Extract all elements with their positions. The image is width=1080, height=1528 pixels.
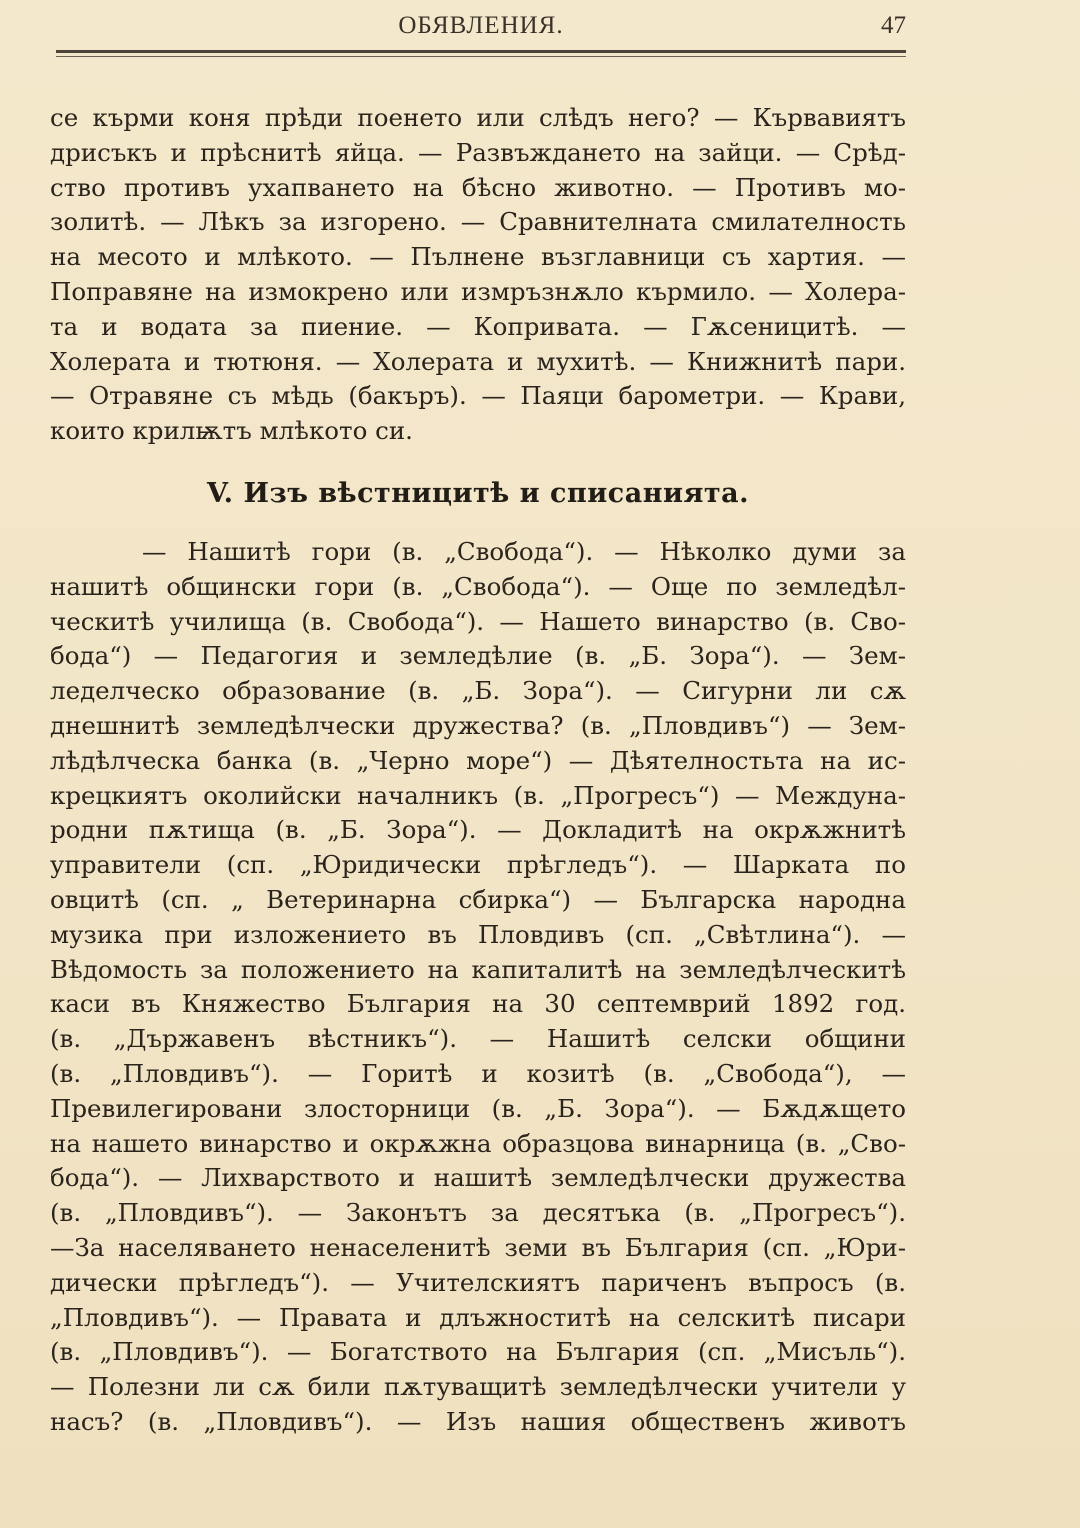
text-line: се кърми коня прѣди поенето или слѣдъ него? — Кървавиятъ — [50, 103, 906, 132]
paragraph-1 — [50, 101, 906, 449]
text-line: овцитѣ (сп. „ Ветеринарна сбирка“) — Българска народна — [50, 884, 906, 914]
text-line: „Пловдивъ“). — Правата и длъжноститѣ на селскитѣ писари — [50, 1302, 906, 1332]
running-header — [56, 6, 906, 46]
text-line: ство противъ ухапването на бѣсно животно. — Противъ мо- — [50, 172, 906, 202]
header-rule — [56, 50, 906, 53]
text-line: на нашето винарство и окрѫжна образцова винарница (в. „Сво- — [50, 1128, 906, 1158]
text-line: лѣдѣлческа банка (в. „Черно море“) — Дѣятелностьта на ис- — [50, 745, 906, 775]
page-number: 47 — [881, 12, 906, 39]
text-line: Поправяне на измокрено или измръзнѫло кърмило. — Холера- — [50, 276, 906, 306]
text-line: днешнитѣ земледѣлчески дружества? (в. „Пловдивъ“) — Зем- — [50, 710, 906, 740]
text-line: които крилѭтъ млѣкото си. — [50, 416, 413, 446]
text-line: (в. „Пловдивъ“). — Законътъ за десятъка (в. „Прогресъ“). — [50, 1198, 906, 1228]
header-rule-thin — [56, 56, 906, 57]
header-title: ОБЯВЛЕНИЯ. — [398, 12, 564, 39]
text-line: крецкиятъ околийски началникъ (в. „Прогресъ“) — Междуна- — [50, 780, 906, 810]
text-line: насъ? (в. „Пловдивъ“). — Изъ нашия общественъ животъ — [50, 1406, 906, 1436]
text-line: — Полезни ли сѫ били пѫтуващитѣ земледѣлчески учители у — [50, 1372, 906, 1402]
text-line: музика при изложението въ Пловдивъ (сп. „Свѣтлина“). — — [50, 919, 906, 949]
text-line: бода“) — Педагогия и земледѣлие (в. „Б. Зора“). — Зем- — [50, 641, 906, 671]
text-line: управители (сп. „Юридически прѣгледъ“). — Шарката по — [50, 850, 906, 880]
text-line: — Нашитѣ гори (в. „Свобода“). — Нѣколко думи за — [142, 537, 906, 566]
text-line: (в. „Пловдивъ“). — Богатството на България (сп. „Мисъль“). — [50, 1337, 906, 1367]
text-line: родни пѫтища (в. „Б. Зора“). — Докладитѣ на окрѫжнитѣ — [50, 815, 906, 845]
paragraph-2 — [50, 535, 906, 1440]
text-line: (в. „Пловдивъ“). — Горитѣ и козитѣ (в. „Свобода“), — — [50, 1058, 906, 1088]
text-line: та и водата за пиение. — Копривата. — Гѫсеницитѣ. — — [50, 311, 906, 341]
text-line: Холерата и тютюня. — Холерата и мухитѣ. — Книжнитѣ пари. — [50, 346, 906, 376]
text-line: нашитѣ общински гори (в. „Свобода“). — Още по земледѣл- — [50, 571, 906, 601]
section-heading: V. Изъ вѣстницитѣ и списанията. — [206, 478, 750, 509]
text-line: золитѣ. — Лѣкъ за изгорено. — Сравнителната смилателность — [50, 207, 906, 237]
text-line: —За населяването ненаселенитѣ земи въ България (сп. „Юри- — [50, 1232, 906, 1262]
text-line: дрисъкъ и прѣснитѣ яйца. — Развъждането на зайци. — Срѣд- — [50, 137, 906, 167]
text-line: на месото и млѣкото. — Пълнене възглавници съ хартия. — — [50, 242, 906, 272]
text-line: леделческо образование (в. „Б. Зора“). — Сигурни ли сѫ — [50, 676, 906, 706]
text-line: Превилегировани злосторници (в. „Б. Зора“). — Бѫдѫщето — [50, 1093, 906, 1123]
text-line: Вѣдомость за положението на капиталитѣ на земледѣлческитѣ — [50, 954, 906, 984]
text-line: бода“). — Лихварството и нашитѣ земледѣлчески дружества — [50, 1163, 906, 1193]
text-line: каси въ Княжество България на 30 септемврий 1892 год. — [50, 989, 906, 1019]
text-line: — Отравяне съ мѣдь (бакъръ). — Паяци барометри. — Крави, — [50, 381, 906, 411]
text-line: (в. „Държавенъ вѣстникъ“). — Нашитѣ селски общини — [50, 1024, 906, 1054]
text-line: ческитѣ училища (в. Свобода“). — Нашето винарство (в. Сво- — [50, 606, 906, 636]
text-line: дически прѣгледъ“). — Учителскиятъ париченъ въпросъ (в. — [50, 1267, 906, 1297]
